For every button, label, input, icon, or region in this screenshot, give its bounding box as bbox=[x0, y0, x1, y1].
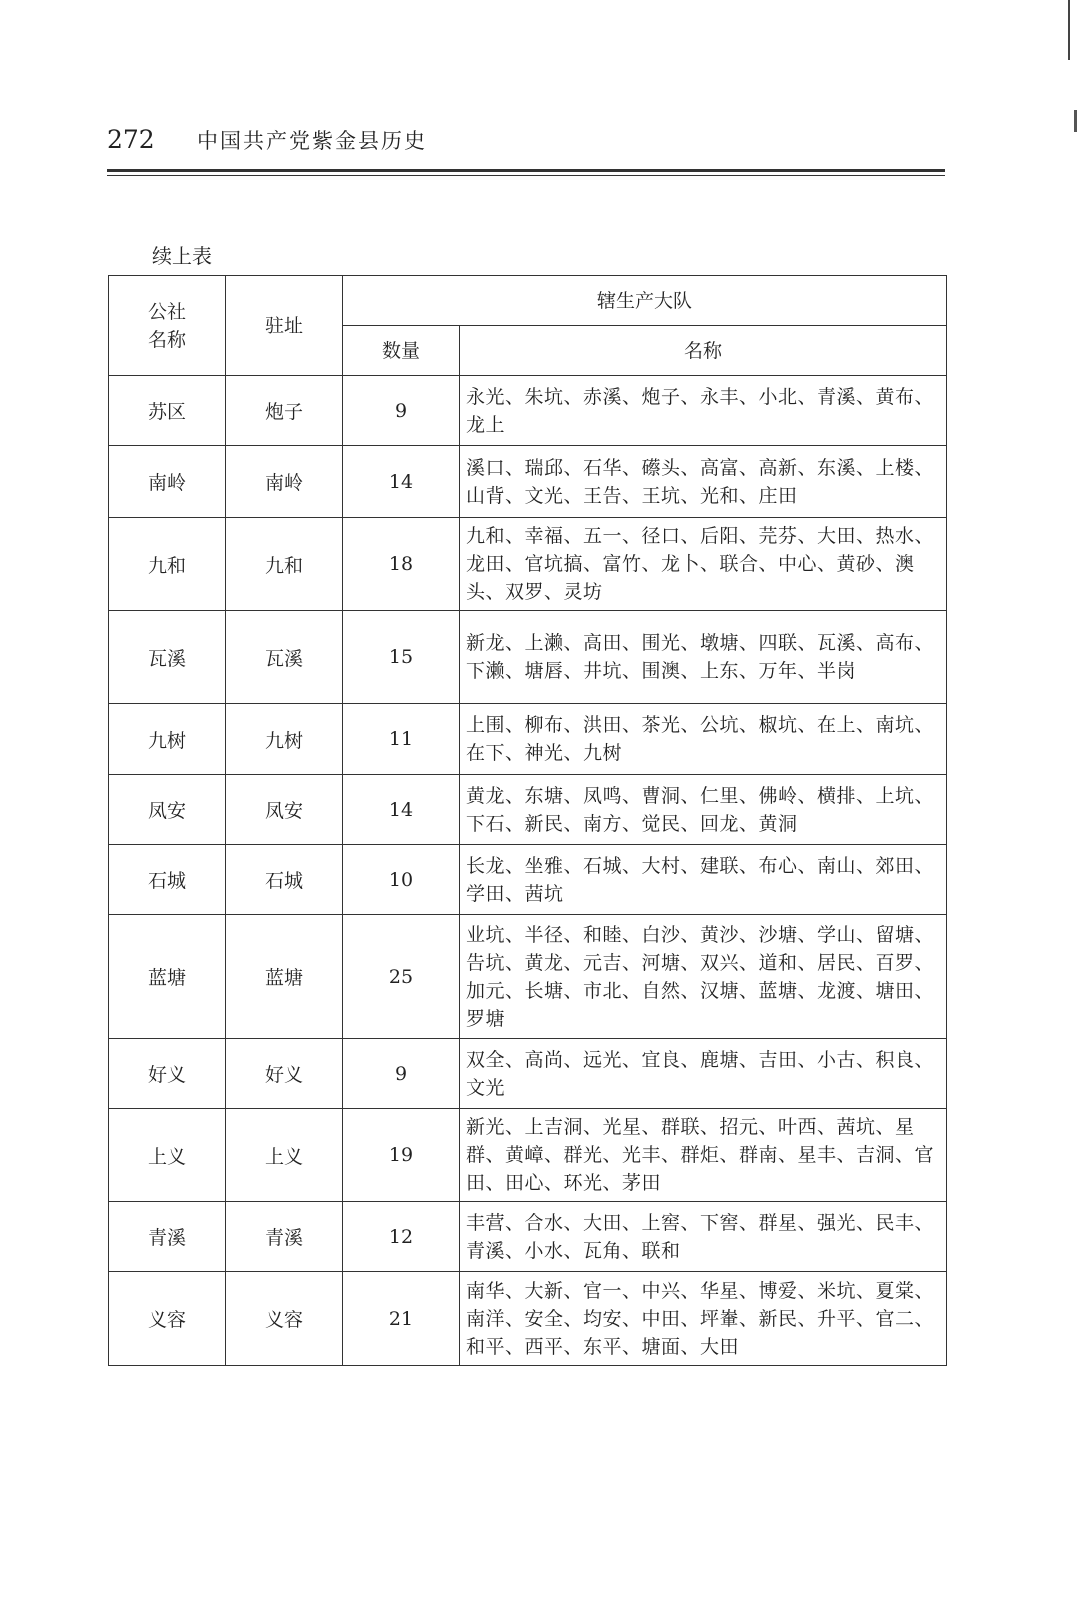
header-names: 名称 bbox=[460, 326, 947, 376]
commune-cell: 青溪 bbox=[109, 1202, 226, 1272]
header-rule-thick bbox=[107, 169, 945, 172]
commune-cell: 义容 bbox=[109, 1272, 226, 1366]
table-row bbox=[109, 1202, 947, 1272]
running-title: 中国共产党紫金县历史 bbox=[197, 129, 427, 153]
table-body bbox=[109, 376, 947, 1366]
communes-table bbox=[108, 275, 947, 1366]
table-row bbox=[109, 376, 947, 446]
table-row bbox=[109, 518, 947, 611]
table-row bbox=[109, 1109, 947, 1202]
count-cell: 9 bbox=[343, 1039, 460, 1109]
seat-cell: 瓦溪 bbox=[226, 611, 343, 704]
header-commune-name bbox=[109, 276, 226, 376]
count-cell: 12 bbox=[343, 1202, 460, 1272]
page-number: 272 bbox=[107, 125, 155, 154]
seat-cell: 青溪 bbox=[226, 1202, 343, 1272]
count-cell: 10 bbox=[343, 845, 460, 915]
commune-cell: 九树 bbox=[109, 704, 226, 775]
commune-cell: 蓝塘 bbox=[109, 915, 226, 1039]
count-cell: 15 bbox=[343, 611, 460, 704]
count-cell: 14 bbox=[343, 775, 460, 845]
scan-edge-mark bbox=[1068, 0, 1070, 60]
seat-cell: 南岭 bbox=[226, 446, 343, 518]
header-rule-thin bbox=[107, 175, 945, 176]
commune-cell: 上义 bbox=[109, 1109, 226, 1202]
scan-edge-mark-small bbox=[1074, 110, 1077, 132]
brigade-names-cell: 上围、柳布、洪田、茶光、公坑、椒坑、在上、南坑、在下、神光、九树 bbox=[460, 704, 947, 775]
table-row bbox=[109, 611, 947, 704]
brigade-names-cell: 黄龙、东塘、凤鸣、曹洞、仁里、佛岭、横排、上坑、下石、新民、南方、觉民、回龙、黄洞 bbox=[460, 775, 947, 845]
seat-cell: 义容 bbox=[226, 1272, 343, 1366]
count-cell: 21 bbox=[343, 1272, 460, 1366]
commune-cell: 石城 bbox=[109, 845, 226, 915]
commune-cell: 好义 bbox=[109, 1039, 226, 1109]
seat-cell: 九和 bbox=[226, 518, 343, 611]
page-header bbox=[107, 124, 945, 164]
count-cell: 25 bbox=[343, 915, 460, 1039]
communes-table-wrap bbox=[108, 275, 946, 1366]
seat-cell: 好义 bbox=[226, 1039, 343, 1109]
header-count: 数量 bbox=[343, 326, 460, 376]
table-row bbox=[109, 1039, 947, 1109]
brigade-names-cell: 九和、幸福、五一、径口、后阳、芫芬、大田、热水、龙田、官坑搞、富竹、龙卜、联合、中心、黄砂、澳头、双罗、灵坊 bbox=[460, 518, 947, 611]
commune-cell: 瓦溪 bbox=[109, 611, 226, 704]
header-commune-line2: 名称 bbox=[147, 328, 186, 351]
table-row bbox=[109, 915, 947, 1039]
header-commune-line1: 公社 bbox=[147, 300, 186, 323]
table-caption: 续上表 bbox=[152, 244, 212, 268]
seat-cell: 蓝塘 bbox=[226, 915, 343, 1039]
commune-cell: 南岭 bbox=[109, 446, 226, 518]
brigade-names-cell: 南华、大新、官一、中兴、华星、博爱、米坑、夏棠、南洋、安全、均安、中田、坪輋、新民、升平、官二、和平、西平、东平、塘面、大田 bbox=[460, 1272, 947, 1366]
brigade-names-cell: 永光、朱坑、赤溪、炮子、永丰、小北、青溪、黄布、龙上 bbox=[460, 376, 947, 446]
count-cell: 14 bbox=[343, 446, 460, 518]
commune-cell: 凤安 bbox=[109, 775, 226, 845]
seat-cell: 上义 bbox=[226, 1109, 343, 1202]
count-cell: 11 bbox=[343, 704, 460, 775]
header-brigades: 辖生产大队 bbox=[343, 276, 947, 326]
brigade-names-cell: 业坑、半径、和睦、白沙、黄沙、沙塘、学山、留塘、告坑、黄龙、元吉、河塘、双兴、道和、居民、百罗、加元、长塘、市北、自然、汉塘、蓝塘、龙渡、塘田、罗塘 bbox=[460, 915, 947, 1039]
count-cell: 9 bbox=[343, 376, 460, 446]
brigade-names-cell: 溪口、瑞邱、石华、礤头、高富、高新、东溪、上楼、山背、文光、王告、王坑、光和、庄田 bbox=[460, 446, 947, 518]
seat-cell: 石城 bbox=[226, 845, 343, 915]
seat-cell: 炮子 bbox=[226, 376, 343, 446]
table-row bbox=[109, 775, 947, 845]
commune-cell: 九和 bbox=[109, 518, 226, 611]
seat-cell: 九树 bbox=[226, 704, 343, 775]
brigade-names-cell: 长龙、坐雅、石城、大村、建联、布心、南山、郊田、学田、茜坑 bbox=[460, 845, 947, 915]
header-seat: 驻址 bbox=[226, 276, 343, 376]
brigade-names-cell: 新龙、上濑、高田、围光、墩塘、四联、瓦溪、高布、下濑、塘唇、井坑、围澳、上东、万年、半岗 bbox=[460, 611, 947, 704]
header-row-1 bbox=[109, 276, 947, 326]
table-row bbox=[109, 704, 947, 775]
table-row bbox=[109, 446, 947, 518]
brigade-names-cell: 新光、上吉洞、光星、群联、招元、叶西、茜坑、星群、黄嶂、群光、光丰、群炬、群南、星丰、吉洞、官田、田心、环光、茅田 bbox=[460, 1109, 947, 1202]
table-row bbox=[109, 1272, 947, 1366]
seat-cell: 凤安 bbox=[226, 775, 343, 845]
table-row bbox=[109, 845, 947, 915]
brigade-names-cell: 丰营、合水、大田、上窖、下窖、群星、强光、民丰、青溪、小水、瓦角、联和 bbox=[460, 1202, 947, 1272]
count-cell: 18 bbox=[343, 518, 460, 611]
brigade-names-cell: 双全、高尚、远光、宜良、鹿塘、吉田、小古、积良、文光 bbox=[460, 1039, 947, 1109]
commune-cell: 苏区 bbox=[109, 376, 226, 446]
count-cell: 19 bbox=[343, 1109, 460, 1202]
